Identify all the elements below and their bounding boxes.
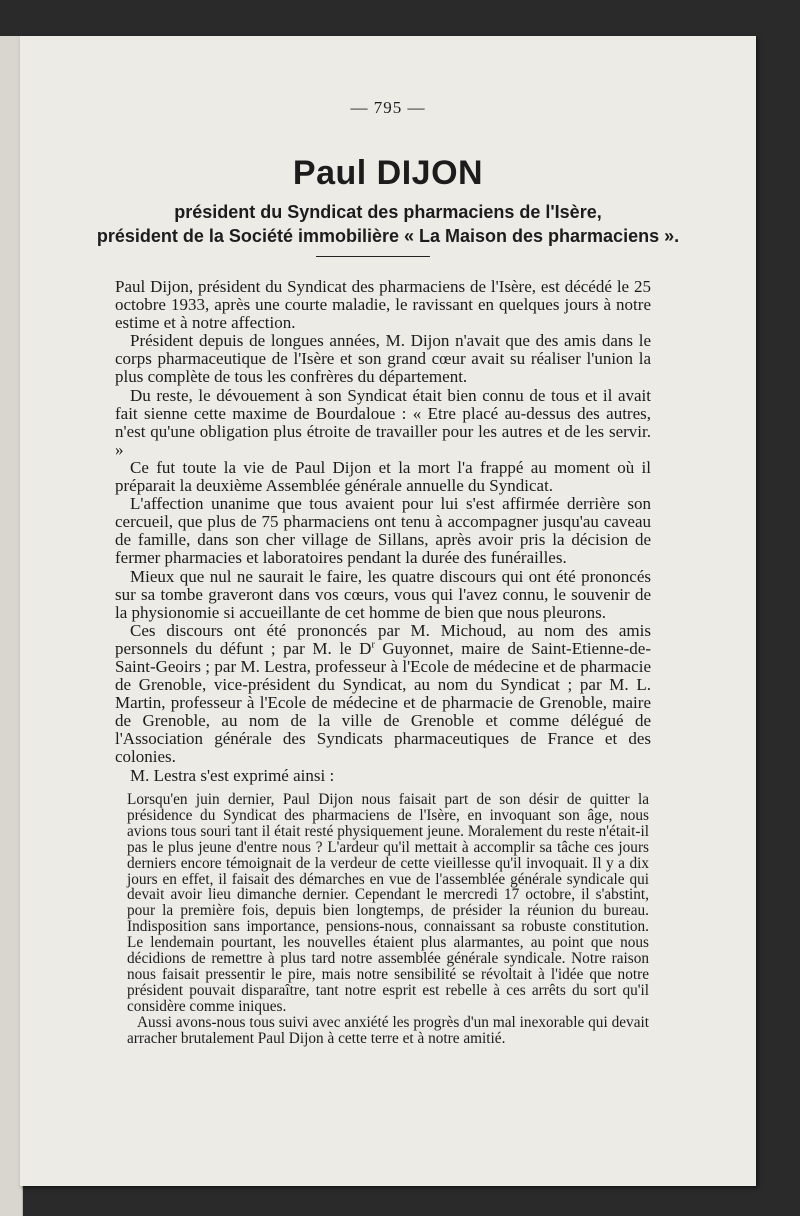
quote-paragraph: Aussi avons-nous tous suivi avec anxiété les progrès d'un mal inexorable qui devait arracher brutalement Paul Dijon à cette terre et à notre amitié. bbox=[127, 1013, 649, 1047]
body-paragraph: Du reste, le dévouement à son Syndicat était bien connu de tous et il avait fait sienne cette maxime de Bourdaloue : « Etre placé au-dessus des autres, n'est qu'une obligation plus étroite de travailler pour les autres et de les servir. » bbox=[115, 385, 651, 459]
article-body bbox=[115, 278, 651, 785]
article-subtitle-line-2: président de la Société immobilière « La Maison des pharmaciens ». bbox=[96, 226, 680, 246]
discours-text-a: Ces discours ont été prononcés par M. Michoud, au nom des amis personnels du défunt ; par M. le D bbox=[115, 620, 651, 658]
article-subtitle-line-1: président du Syndicat des pharmaciens de l'Isère, bbox=[174, 202, 602, 222]
doctor-abbrev-sup: r bbox=[371, 639, 375, 651]
body-paragraph: Ce fut toute la vie de Paul Dijon et la mort l'a frappé au moment où il préparait la deuxième Assemblée générale annuelle du Syndicat. bbox=[115, 457, 651, 496]
body-paragraph: L'affection unanime que tous avaient pour lui s'est affirmée derrière son cercueil, que plus de 75 pharmaciens ont tenu à accompagner jusqu'au caveau de famille, dans son cher village de Sillans, après avoir pris la décision de fermer pharmacies et laboratoires pendant la durée des funérailles. bbox=[115, 494, 651, 568]
body-paragraph: Mieux que nul ne saurait le faire, les quatre discours qui ont été prononcés sur sa tombe graveront dans vos cœurs, vous qui l'avez connu, le souvenir de la physionomie si accueillante de cet homme de bien que nous pleurons. bbox=[115, 566, 651, 622]
page-number: — 795 — bbox=[350, 98, 426, 117]
document-page bbox=[20, 36, 756, 1186]
title-divider bbox=[316, 256, 430, 257]
body-paragraph: Président depuis de longues années, M. Dijon n'avait que des amis dans le corps pharmaceutique de l'Isère et son grand cœur avait su réaliser l'union la plus complète de tous les confrères du département. bbox=[115, 331, 651, 387]
article-title: Paul DIJON bbox=[292, 154, 484, 192]
body-paragraph-discours bbox=[115, 622, 651, 767]
quote-paragraph: Lorsqu'en juin dernier, Paul Dijon nous faisait part de son désir de quitter la présidence du Syndicat des pharmaciens de l'Isère, en invoquant son âge, nous avions tous souri tant il était resté physiquement jeune. Moralement du reste n'était-il pas le plus jeune d'entre nous ? L'ardeur qu'il mettait à accomplir sa tâche ces jours derniers encore témoignait de la verdeur de cette vieillesse qu'il invoquait. Il y a dix jours en effet, il faisait des démarches en vue de l'assemblée générale syndicale qui devait avoir lieu dimanche dernier. Cependant le mercredi 17 octobre, il s'abstint, pour la première fois, depuis bien longtemps, de présider la réunion du bureau. Indisposition sans importance, pensions-nous, connaissant sa robuste constitution. Le lendemain pourtant, les nouvelles étaient plus alarmantes, au point que nous décidions de remettre à plus tard notre assemblée générale syndicale. Notre raison nous faisait pressentir le pire, mais notre sensibilité se révoltait à l'idée que notre président pouvait disparaître, tant notre esprit est rebelle à ces arrêts du sort qu'il considère comme iniques. bbox=[127, 791, 649, 1015]
discours-text-b: Guyonnet, maire de Saint-Etienne-de-Saint-Geoirs ; par M. Lestra, professeur à l'Ecole de médecine et de pharmacie de Grenoble, vice-président du Syndicat, au nom du Syndicat ; par M. L. Martin, professeur à l'Ecole de médecine et de pharmacie de Grenoble, maire de Grenoble, au nom de la ville de Grenoble et comme délégué de l'Association générale des Syndicats pharmaceutiques de France et des colonies. bbox=[115, 638, 651, 767]
body-paragraph: M. Lestra s'est exprimé ainsi : bbox=[130, 765, 335, 785]
body-paragraph: Paul Dijon, président du Syndicat des pharmaciens de l'Isère, est décédé le 25 octobre 1933, après une courte maladie, le ravissant en quelques jours à notre estime et à notre affection. bbox=[115, 277, 651, 333]
quoted-speech bbox=[127, 792, 649, 1047]
